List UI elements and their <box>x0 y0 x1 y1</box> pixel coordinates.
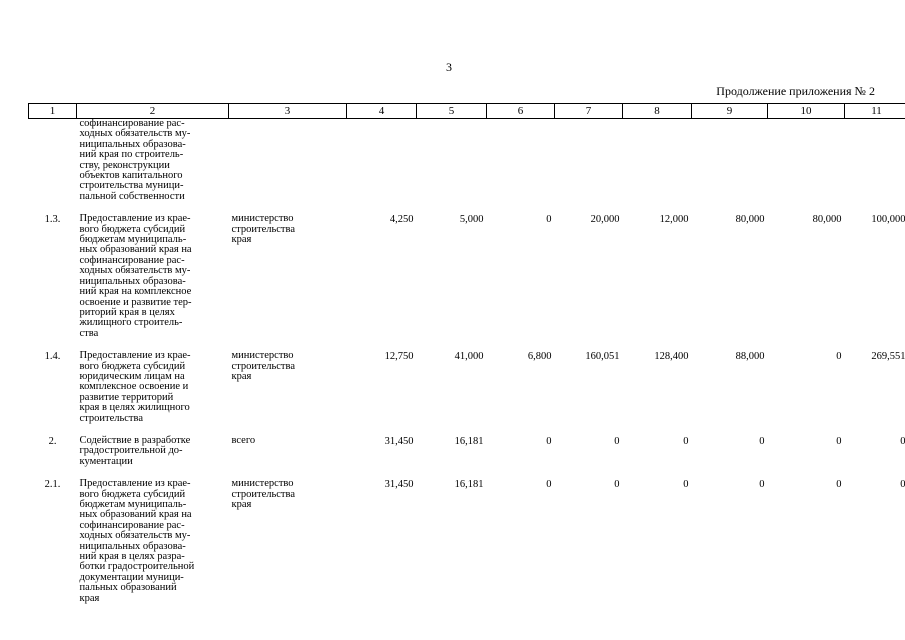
row-value: 0 <box>836 435 842 447</box>
row-value: 0 <box>683 435 689 447</box>
row-value: 41,000 <box>454 351 484 363</box>
row-value <box>692 119 768 203</box>
row-value: 16,181 <box>454 479 484 491</box>
row-number: 2.1. <box>44 479 61 491</box>
row-value: 0 <box>836 479 842 491</box>
row-value: 0 <box>759 479 765 491</box>
column-header: 2 <box>77 104 229 119</box>
row-value: 4,250 <box>389 214 414 226</box>
table-row <box>29 467 905 604</box>
table-row <box>29 424 905 467</box>
row-number: 1.4. <box>44 351 61 363</box>
column-header: 4 <box>347 104 417 119</box>
row-description: Содействие в разработке градостроительной до- кументации <box>79 434 191 467</box>
row-value <box>417 119 487 203</box>
row-number <box>29 119 77 203</box>
budget-table <box>28 103 905 604</box>
row-value <box>845 119 905 203</box>
table-body <box>29 119 905 605</box>
row-value: 88,000 <box>735 351 765 363</box>
column-header: 10 <box>768 104 845 119</box>
row-value: 12,000 <box>659 214 689 226</box>
table-row <box>29 119 905 203</box>
row-executor: министерство строительства края <box>231 478 296 510</box>
row-value: 128,400 <box>654 351 689 363</box>
row-value: 0 <box>683 479 689 491</box>
row-executor: всего <box>231 434 256 446</box>
row-value: 0 <box>759 435 765 447</box>
page-number: 3 <box>446 60 452 74</box>
row-value: 20,000 <box>590 214 620 226</box>
column-header: 1 <box>29 104 77 119</box>
column-header: 9 <box>692 104 768 119</box>
row-value: 16,181 <box>454 435 484 447</box>
row-description: софинансирование рас- ходных обязательств му- ниципальных образова- ний края по строитель- ству, реконструкции объектов капитального строительства муници- пальной собственности <box>79 118 191 202</box>
row-description: Предоставление из крае- вого бюджета субсидий бюджетам муниципаль- ных образований края на софинансирование рас- ходных обязательств му- ниципальных образова- ний края на комплексное освоение и развитие тер- риторий края в целях жилищного строитель- ства <box>79 213 192 339</box>
row-value <box>623 119 692 203</box>
column-header: 6 <box>487 104 555 119</box>
row-value: 100,000 <box>871 214 905 226</box>
continuation-label: Продолжение приложения № 2 <box>716 84 875 98</box>
row-number: 2. <box>48 435 57 447</box>
row-value: 160,051 <box>585 351 620 363</box>
header-row <box>29 104 905 119</box>
column-header: 7 <box>555 104 623 119</box>
row-value <box>347 119 417 203</box>
row-number: 1.3. <box>44 214 61 226</box>
row-value: 5,000 <box>459 214 484 226</box>
column-header: 11 <box>845 104 905 119</box>
row-value: 0 <box>546 214 552 226</box>
row-description: Предоставление из крае- вого бюджета субсидий юридическим лицам на комплексное освоение и развитие территорий края в целях жилищного строительства <box>79 350 191 424</box>
table-row <box>29 202 905 339</box>
row-value: 0 <box>836 351 842 363</box>
row-value: 12,750 <box>384 351 414 363</box>
row-value: 80,000 <box>735 214 765 226</box>
row-value: 0 <box>900 435 905 447</box>
column-header: 8 <box>623 104 692 119</box>
row-description: Предоставление из крае- вого бюджета субсидий бюджетам муниципаль- ных образований края на софинансирование рас- ходных обязательств му- ниципальных образова- ний края в целях разра- ботки градостроительной документации муници- пальных образований края <box>79 478 195 604</box>
row-value: 0 <box>614 435 620 447</box>
row-value: 0 <box>546 479 552 491</box>
row-value <box>487 119 555 203</box>
row-value: 269,551 <box>871 351 905 363</box>
row-value: 80,000 <box>812 214 842 226</box>
row-value: 31,450 <box>384 479 414 491</box>
row-executor: министерство строительства края <box>231 213 296 246</box>
column-header: 5 <box>417 104 487 119</box>
row-value <box>555 119 623 203</box>
table-row <box>29 339 905 424</box>
column-header: 3 <box>229 104 347 119</box>
row-value: 0 <box>614 479 620 491</box>
row-value: 31,450 <box>384 435 414 447</box>
row-value: 0 <box>546 435 552 447</box>
row-value: 6,800 <box>527 351 552 363</box>
row-executor <box>229 119 347 203</box>
row-value <box>768 119 845 203</box>
row-value: 0 <box>900 479 905 491</box>
row-executor: министерство строительства края <box>231 350 296 382</box>
